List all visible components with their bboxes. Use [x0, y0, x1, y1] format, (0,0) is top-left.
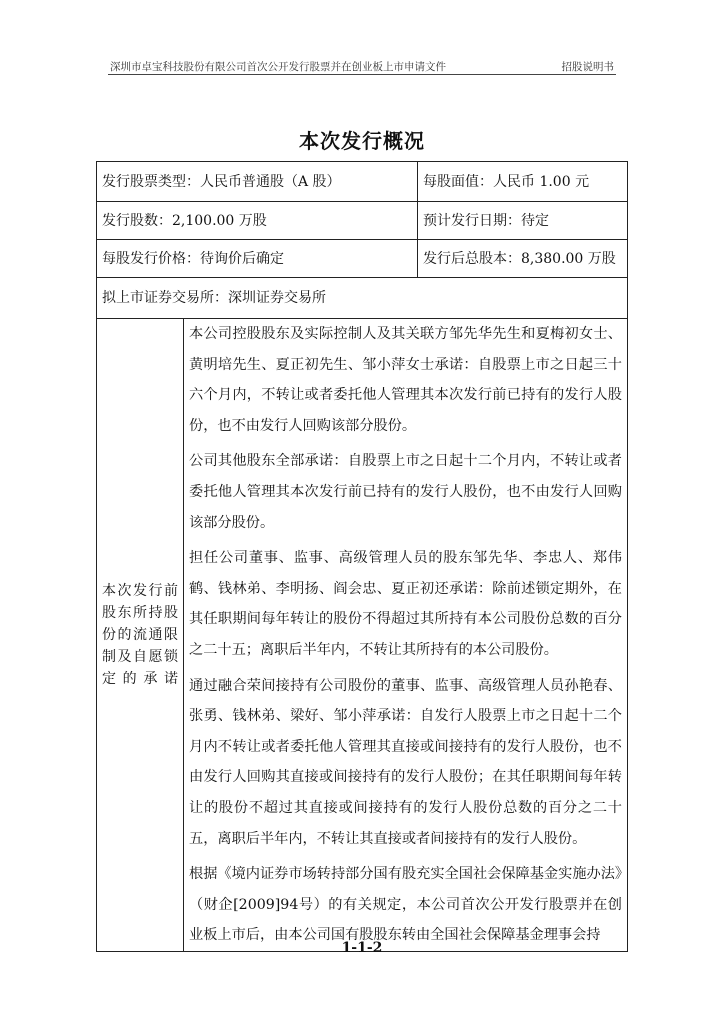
shares-issued-cell: 发行股数：2,100.00 万股 — [97, 202, 418, 240]
table-row — [97, 240, 628, 278]
par-value-cell: 每股面值：人民币 1.00 元 — [418, 162, 628, 202]
header-document-name: 深圳市卓宝科技股份有限公司首次公开发行股票并在创业板上市申请文件 — [110, 61, 446, 73]
commitment-paragraph-1: 本公司控股股东及实际控制人及其关联方邹先华先生和夏梅初女士、黄明培先生、夏正初先生、邹小萍女士承诺：自股票上市之日起三十六个月内，不转让或者委托他人管理其本次发行前已持有的发行人股份，也不由发行人回购该部分股份。 — [189, 326, 622, 434]
header-document-type: 招股说明书 — [561, 61, 614, 73]
commitment-paragraph-4: 通过融合荣间接持有公司股份的董事、监事、高级管理人员孙艳春、张勇、钱林弟、梁好、邹小萍承诺：自发行人股票上市之日起十二个月内不转让或者委托他人管理其直接或间接持有的发行人股份，也不由发行人回购其直接或间接持有的发行人股份；在其任职期间每年转让的股份不超过其直接或间接持有的发行人股份总数的百分之二十五，离职后半年内，不转让其直接或者间接持有的发行人股份。 — [189, 677, 622, 847]
section-title: 本次发行概况 — [299, 129, 425, 153]
page-header — [108, 58, 616, 75]
commitments-content-cell — [184, 319, 628, 952]
table-row — [97, 162, 628, 202]
table-row — [97, 319, 628, 952]
commitment-paragraph-2: 公司其他股东全部承诺：自股票上市之日起十二个月内，不转让或者委托他人管理其本次发行前已持有的发行人股份，也不由发行人回购该部分股份。 — [189, 453, 622, 531]
commitment-paragraph-3: 担任公司董事、监事、高级管理人员的股东邹先华、李忠人、郑伟鹤、钱林弟、李明扬、阎会忠、夏正初还承诺：除前述锁定期外，在其任职期间每年转让的股份不得超过其所持有本公司股份总数的百分之二十五；离职后半年内，不转让其所持有的本公司股份。 — [189, 550, 622, 658]
commitment-paragraph-5: 根据《境内证券市场转持部分国有股充实全国社会保障基金实施办法》（财企[2009]94号）的有关规定，本公司首次公开发行股票并在创业板上市后，由本公司国有股股东转由全国社会保障基金理事会持 — [189, 866, 622, 944]
exchange-cell: 拟上市证券交易所：深圳证券交易所 — [97, 278, 628, 319]
stock-type-cell: 发行股票类型：人民币普通股（A 股） — [97, 162, 418, 202]
table-row — [97, 202, 628, 240]
total-shares-cell: 发行后总股本：8,380.00 万股 — [418, 240, 628, 278]
offering-overview-table — [96, 161, 628, 952]
table-row — [97, 278, 628, 319]
page-number: 1-1-2 — [341, 940, 383, 956]
commitments-label-cell: 本次发行前股东所持股份的流通限制及自愿锁定的承诺 — [97, 319, 184, 952]
issue-price-cell: 每股发行价格：待询价后确定 — [97, 240, 418, 278]
issue-date-cell: 预计发行日期：待定 — [418, 202, 628, 240]
